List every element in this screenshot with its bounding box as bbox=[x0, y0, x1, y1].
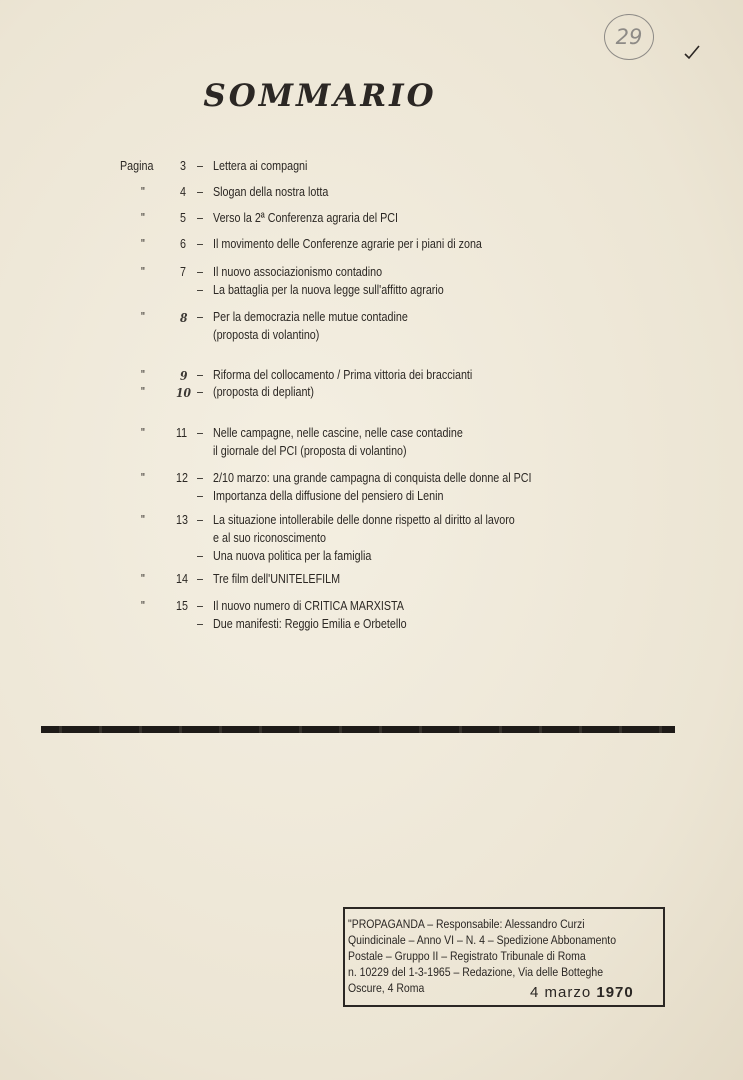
toc-entry-text: (proposta di volantino) bbox=[213, 328, 320, 342]
toc-dash: – bbox=[197, 599, 203, 613]
toc-dash: – bbox=[197, 211, 203, 225]
colophon-line: Quindicinale – Anno VI – N. 4 – Spedizione Abbonamento bbox=[348, 933, 617, 947]
horizontal-divider bbox=[41, 726, 675, 733]
toc-page-number: 3 bbox=[180, 159, 186, 173]
toc-entry-text: Due manifesti: Reggio Emilia e Orbetello bbox=[213, 617, 407, 631]
toc-entry-text: Una nuova politica per la famiglia bbox=[213, 549, 372, 563]
toc-entry-text: Il nuovo numero di CRITICA MARXISTA bbox=[213, 599, 404, 613]
toc-label: Pagina bbox=[120, 159, 154, 173]
toc-dash: – bbox=[197, 265, 203, 279]
toc-dash: – bbox=[197, 549, 203, 563]
pencil-tick-mark bbox=[683, 42, 703, 62]
toc-page-number: 9 bbox=[180, 368, 188, 383]
toc-page-number: 8 bbox=[180, 310, 188, 325]
toc-entry-text: Il nuovo associazionismo contadino bbox=[213, 265, 383, 279]
toc-entry-text: La situazione intollerabile delle donne rispetto al diritto al lavoro bbox=[213, 513, 515, 527]
toc-entry-text: Riforma del collocamento / Prima vittoria dei braccianti bbox=[213, 368, 473, 382]
toc-page-number: 10 bbox=[176, 385, 191, 400]
toc-page-number: 7 bbox=[180, 265, 186, 279]
ditto-mark: " bbox=[141, 237, 145, 251]
page-title: SOMMARIO bbox=[203, 78, 437, 114]
toc-entry-text: Slogan della nostra lotta bbox=[213, 185, 329, 199]
toc-dash: – bbox=[197, 513, 203, 527]
ditto-mark: " bbox=[141, 426, 145, 440]
colophon-line: Postale – Gruppo II – Registrato Tribunale di Roma bbox=[348, 949, 586, 963]
toc-page-number: 6 bbox=[180, 237, 186, 251]
ditto-mark: " bbox=[141, 211, 145, 225]
ditto-mark: " bbox=[141, 368, 145, 382]
toc-dash: – bbox=[197, 489, 203, 503]
toc-dash: – bbox=[197, 185, 203, 199]
ditto-mark: " bbox=[141, 572, 145, 586]
handwritten-page-number: 29 bbox=[604, 14, 654, 60]
ditto-mark: " bbox=[141, 310, 145, 324]
toc-entry-text: Lettera ai compagni bbox=[213, 159, 308, 173]
toc-dash: – bbox=[197, 159, 203, 173]
toc-dash: – bbox=[197, 471, 203, 485]
toc-entry-text: Tre film dell'UNITELEFILM bbox=[213, 572, 341, 586]
colophon-line: Oscure, 4 Roma bbox=[348, 981, 425, 995]
toc-entry-text: Il movimento delle Conferenze agrarie per i piani di zona bbox=[213, 237, 482, 251]
toc-dash: – bbox=[197, 572, 203, 586]
ditto-mark: " bbox=[141, 599, 145, 613]
toc-entry-text: Verso la 2ª Conferenza agraria del PCI bbox=[213, 211, 399, 225]
toc-entry-text: 2/10 marzo: una grande campagna di conquista delle donne al PCI bbox=[213, 471, 532, 485]
toc-page-number: 4 bbox=[180, 185, 186, 199]
toc-page-number: 14 bbox=[176, 572, 188, 586]
ditto-mark: " bbox=[141, 265, 145, 279]
toc-dash: – bbox=[197, 385, 203, 399]
toc-entry-text: Nelle campagne, nelle cascine, nelle case contadine bbox=[213, 426, 463, 440]
toc-page-number: 5 bbox=[180, 211, 186, 225]
toc-page-number: 11 bbox=[176, 426, 188, 440]
toc-page-number: 15 bbox=[176, 599, 188, 613]
ditto-mark: " bbox=[141, 513, 145, 527]
toc-entry-text: (proposta di depliant) bbox=[213, 385, 314, 399]
ditto-mark: " bbox=[141, 385, 145, 399]
toc-dash: – bbox=[197, 426, 203, 440]
colophon-line: n. 10229 del 1-3-1965 – Redazione, Via delle Botteghe bbox=[348, 965, 604, 979]
toc-entry-text: e al suo riconoscimento bbox=[213, 531, 326, 545]
toc-entry-text: La battaglia per la nuova legge sull'affitto agrario bbox=[213, 283, 444, 297]
toc-dash: – bbox=[197, 368, 203, 382]
toc-entry-text: Per la democrazia nelle mutue contadine bbox=[213, 310, 408, 324]
toc-entry-text: il giornale del PCI (proposta di volantino) bbox=[213, 444, 407, 458]
toc-entry-text: Importanza della diffusione del pensiero di Lenin bbox=[213, 489, 444, 503]
toc-dash: – bbox=[197, 617, 203, 631]
toc-page-number: 13 bbox=[176, 513, 188, 527]
toc-dash: – bbox=[197, 237, 203, 251]
toc-dash: – bbox=[197, 310, 203, 324]
toc-dash: – bbox=[197, 283, 203, 297]
issue-date: 4 marzo 1970 bbox=[530, 984, 634, 1001]
toc-page-number: 12 bbox=[176, 471, 188, 485]
ditto-mark: " bbox=[141, 471, 145, 485]
colophon-line: "PROPAGANDA – Responsabile: Alessandro Curzi bbox=[348, 917, 585, 931]
ditto-mark: " bbox=[141, 185, 145, 199]
